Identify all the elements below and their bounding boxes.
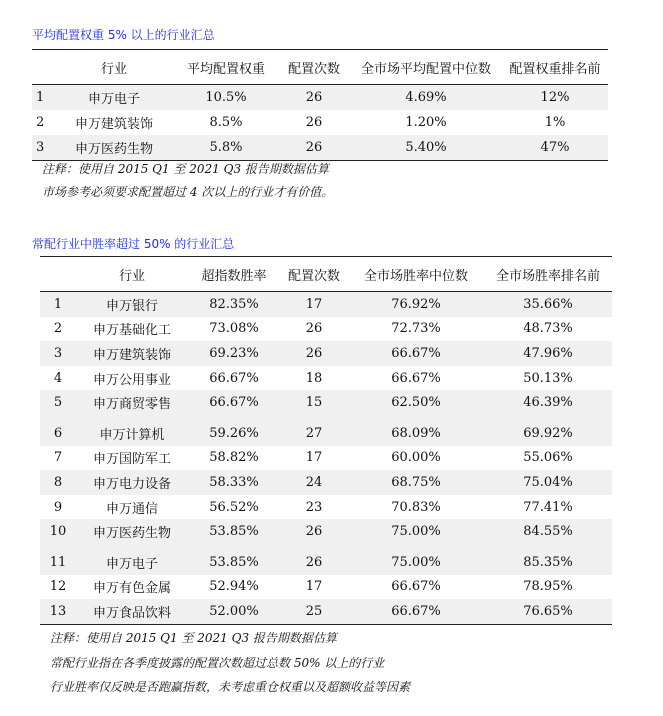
row-market-median: 4.69%: [350, 85, 502, 111]
table-header-row: [40, 257, 612, 292]
row-index: 10: [40, 519, 76, 544]
row-count: 26: [278, 135, 350, 161]
row-market-median: 72.73%: [391, 321, 441, 337]
table-row: [32, 135, 608, 161]
row-count: 27: [280, 415, 348, 446]
row-industry: 申万基础化工: [92, 323, 171, 339]
table-row: [40, 317, 612, 342]
row-rank: 12%: [502, 85, 608, 111]
row-win-rate: 52.94%: [209, 579, 259, 595]
row-win-rate: 56.52%: [209, 499, 259, 515]
row-industry: 申万商贸零售: [76, 390, 188, 415]
row-index: 8: [40, 470, 76, 495]
row-index: 11: [40, 544, 76, 575]
table-row: [40, 519, 612, 544]
row-rank: 47.96%: [484, 341, 612, 366]
header-count: 配置次数: [280, 257, 348, 292]
row-market-median: 5.40%: [350, 135, 502, 161]
table-header-row: [32, 50, 608, 85]
row-index: 6: [40, 415, 76, 446]
weight-summary-table: [32, 49, 608, 161]
row-win-rate: 52.00%: [188, 599, 280, 624]
row-rank: 78.95%: [523, 579, 573, 595]
row-market-median: 70.83%: [391, 499, 441, 515]
row-win-rate: 82.35%: [188, 292, 280, 317]
section2-note-3: 行业胜率仅反映是否跑赢指数，未考虑重仓权重以及超额收益等因素: [50, 680, 411, 694]
row-count: 26: [305, 321, 323, 337]
table-row: [40, 599, 612, 624]
row-count: 26: [280, 341, 348, 366]
header-rank: 配置权重排名前: [502, 50, 608, 85]
table-row: [40, 366, 612, 391]
row-industry: 申万通信: [105, 501, 158, 517]
row-avg-weight: 5.8%: [174, 135, 278, 161]
row-market-median: 66.67%: [348, 341, 484, 366]
row-industry: 申万计算机: [76, 415, 188, 446]
row-count: 24: [280, 470, 348, 495]
row-rank: 77.41%: [523, 499, 573, 515]
row-index: 4: [53, 370, 63, 386]
row-win-rate: 73.08%: [209, 321, 259, 337]
row-market-median: 68.75%: [348, 470, 484, 495]
header-index: [40, 257, 76, 292]
row-count: 23: [305, 499, 323, 515]
row-index: 3: [32, 135, 54, 161]
row-industry: 申万电力设备: [76, 470, 188, 495]
row-index: 7: [53, 450, 63, 466]
row-win-rate: 53.85%: [188, 544, 280, 575]
section1-title: 平均配置权重 5% 以上的行业汇总: [32, 28, 215, 42]
header-win-rate: 超指数胜率: [188, 257, 280, 292]
row-index: 9: [53, 499, 63, 515]
table-row: [40, 415, 612, 446]
row-rank: 69.92%: [484, 415, 612, 446]
row-industry: 申万公用事业: [92, 372, 171, 388]
row-index: 5: [40, 390, 76, 415]
row-industry: 申万医药生物: [76, 519, 188, 544]
row-count: 17: [305, 450, 323, 466]
section2-note-1: 注释：使用自 2015 Q1 至 2021 Q3 报告期数据估算: [50, 631, 337, 645]
row-count: 26: [280, 519, 348, 544]
row-rank: 47%: [502, 135, 608, 161]
row-market-median: 68.09%: [348, 415, 484, 446]
row-rank: 46.39%: [484, 390, 612, 415]
table-row: [40, 495, 612, 520]
row-win-rate: 58.82%: [209, 450, 259, 466]
header-count: 配置次数: [278, 50, 350, 85]
row-win-rate: 69.23%: [188, 341, 280, 366]
row-industry: 申万食品饮料: [76, 599, 188, 624]
table-row: [32, 110, 608, 135]
row-industry: 申万国防军工: [92, 452, 171, 468]
row-win-rate: 66.67%: [209, 370, 259, 386]
row-index: 1: [40, 292, 76, 317]
row-market-median: 66.67%: [391, 579, 441, 595]
table-row: [40, 446, 612, 471]
row-industry: 申万医药生物: [54, 135, 174, 161]
row-rank: 1%: [544, 115, 566, 130]
row-index: 3: [40, 341, 76, 366]
row-market-median: 75.00%: [348, 519, 484, 544]
row-index: 2: [36, 115, 45, 130]
row-count: 26: [278, 85, 350, 111]
row-count: 17: [305, 579, 323, 595]
row-count: 15: [280, 390, 348, 415]
section2-note-2: 常配行业指在各季度披露的配置次数超过总数 50% 以上的行业: [50, 656, 385, 670]
header-avg-weight: 平均配置权重: [174, 50, 278, 85]
row-rank: 75.04%: [484, 470, 612, 495]
section1-note-1: 注释：使用自 2015 Q1 至 2021 Q3 报告期数据估算: [42, 162, 329, 176]
header-market-median: 全市场胜率中位数: [348, 257, 484, 292]
header-industry: 行业: [76, 257, 188, 292]
row-rank: 50.13%: [523, 370, 573, 386]
header-market-median: 全市场平均配置中位数: [350, 50, 502, 85]
row-market-median: 76.92%: [348, 292, 484, 317]
section2-title: 常配行业中胜率超过 50% 的行业汇总: [32, 237, 235, 251]
row-market-median: 66.67%: [348, 599, 484, 624]
table-row: [40, 292, 612, 317]
row-avg-weight: 8.5%: [209, 115, 243, 130]
row-industry: 申万银行: [76, 292, 188, 317]
row-rank: 55.06%: [523, 450, 573, 466]
header-rank: 全市场胜率排名前: [484, 257, 612, 292]
row-industry: 申万电子: [76, 544, 188, 575]
table-row: [32, 85, 608, 111]
row-count: 26: [280, 544, 348, 575]
row-industry: 申万电子: [54, 85, 174, 111]
table-row: [40, 575, 612, 600]
table-row: [40, 470, 612, 495]
row-count: 25: [280, 599, 348, 624]
row-count: 26: [305, 115, 323, 130]
header-index: [32, 50, 54, 85]
row-index: 1: [32, 85, 54, 111]
row-win-rate: 66.67%: [188, 390, 280, 415]
row-market-median: 62.50%: [348, 390, 484, 415]
table-row: [40, 390, 612, 415]
row-win-rate: 53.85%: [188, 519, 280, 544]
row-count: 17: [280, 292, 348, 317]
row-industry: 申万建筑装饰: [76, 341, 188, 366]
row-index: 2: [53, 321, 63, 337]
row-rank: 85.35%: [484, 544, 612, 575]
row-market-median: 1.20%: [405, 115, 447, 130]
row-industry: 申万有色金属: [92, 581, 171, 597]
row-win-rate: 59.26%: [188, 415, 280, 446]
table-row: [40, 341, 612, 366]
row-industry: 申万建筑装饰: [74, 117, 153, 132]
row-index: 12: [49, 579, 67, 595]
row-count: 18: [305, 370, 323, 386]
row-market-median: 75.00%: [348, 544, 484, 575]
header-industry: 行业: [54, 50, 174, 85]
row-index: 13: [40, 599, 76, 624]
row-avg-weight: 10.5%: [174, 85, 278, 111]
win-rate-table: [40, 256, 612, 625]
row-win-rate: 58.33%: [188, 470, 280, 495]
row-rank: 35.66%: [484, 292, 612, 317]
section1-note-2: 市场参考必须要求配置超过 4 次以上的行业才有价值。: [42, 185, 334, 199]
table-row: [40, 544, 612, 575]
row-rank: 76.65%: [484, 599, 612, 624]
row-rank: 84.55%: [484, 519, 612, 544]
row-market-median: 66.67%: [391, 370, 441, 386]
row-market-median: 60.00%: [391, 450, 441, 466]
row-rank: 48.73%: [523, 321, 573, 337]
